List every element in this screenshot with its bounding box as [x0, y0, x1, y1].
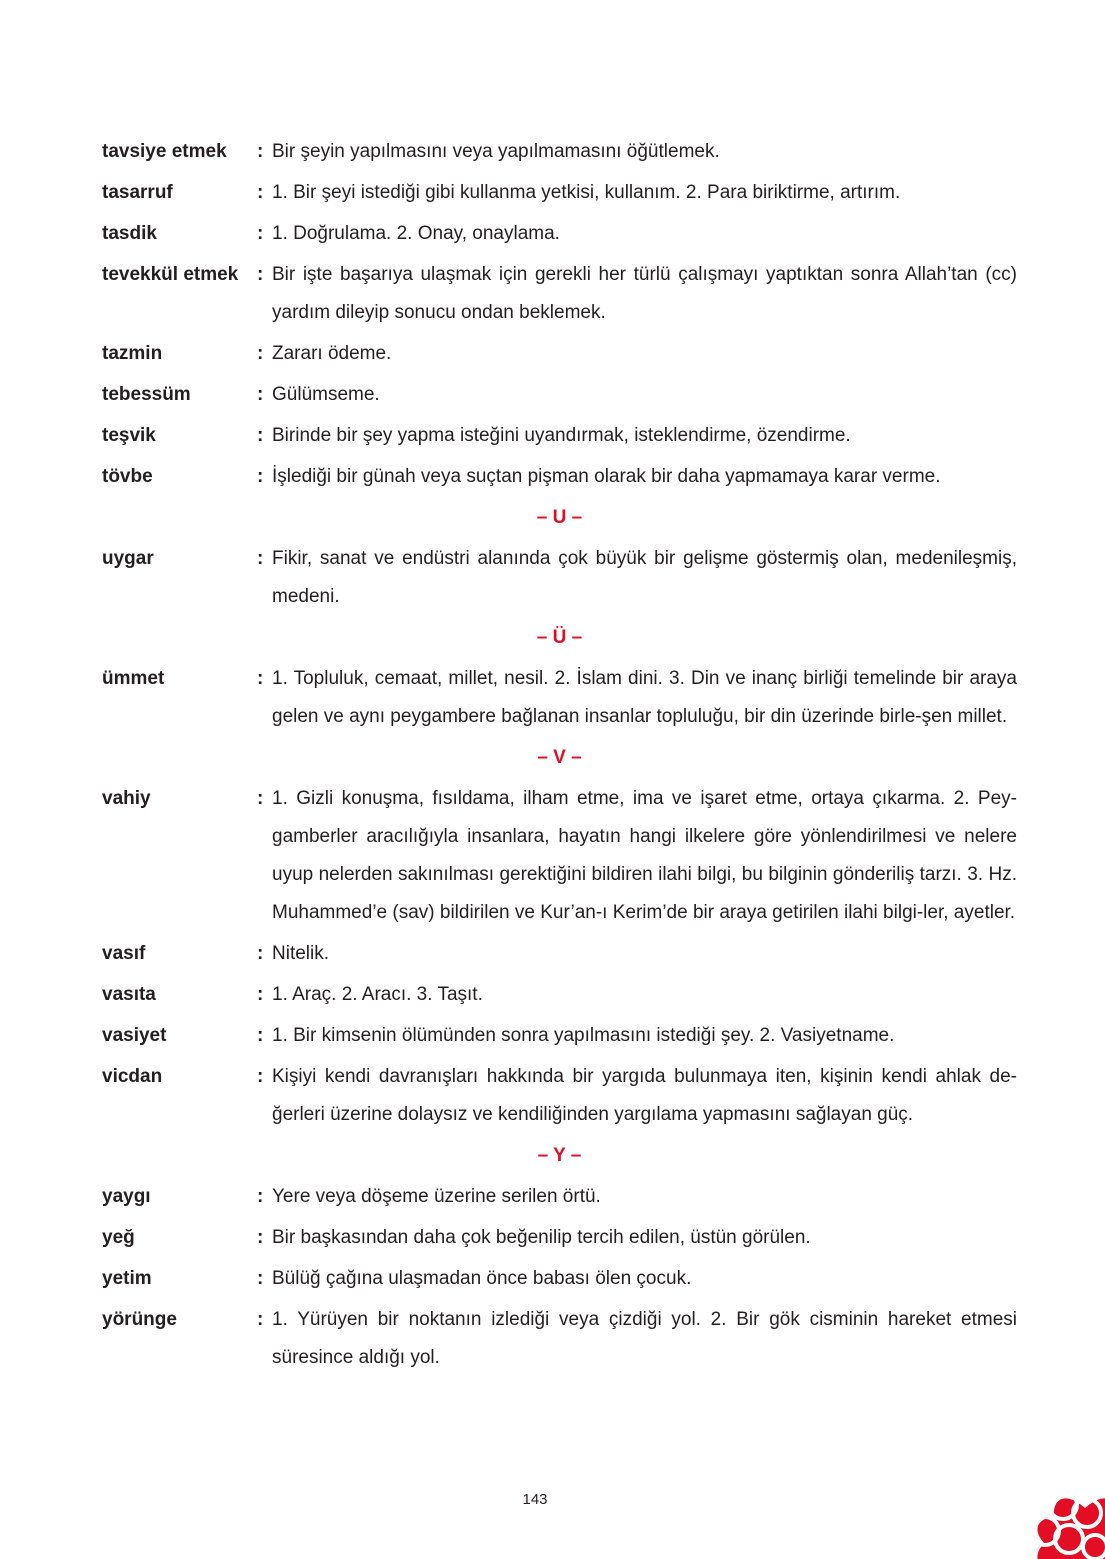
- term-separator: :: [257, 943, 264, 964]
- glossary-entry: [102, 256, 1017, 332]
- glossary-definition: 1. Gizli konuşma, fısıldama, ilham etme, ima ve işaret etme, ortaya çıkarma. 2. Pey-gamberler aracılığıyla insanlara, hayatın hangi ilkelere göre yönlendirilmesi ve nelere uyup nelerden sakınılması gerektiğini bildiren ilahi bilgi, bu bilginin gönderiliş tarzı. 3. Hz. Muhammed’e (sav) bildirilen ve Kur’an-ı Kerim’de bir araya getirilen ilahi bilgi-ler, ayetler.: [272, 788, 1017, 923]
- glossary-entry: [102, 174, 1017, 212]
- glossary-definition: Fikir, sanat ve endüstri alanında çok büyük bir gelişme göstermiş olan, medenileşmiş, medeni.: [272, 548, 1017, 607]
- term-separator: :: [257, 1025, 264, 1046]
- glossary-entry: [102, 133, 1017, 171]
- glossary-definition: Bir işte başarıya ulaşmak için gerekli her türlü çalışmayı yaptıktan sonra Allah’tan (cc) yardım dileyip sonucu ondan beklemek.: [272, 264, 1017, 323]
- glossary-definition: Gülümseme.: [272, 384, 380, 405]
- glossary-term: tasarruf: [102, 182, 173, 203]
- term-separator: :: [257, 425, 264, 446]
- glossary-entry: [102, 660, 1017, 736]
- glossary-term: vasıf: [102, 943, 146, 964]
- glossary-term: ümmet: [102, 668, 165, 689]
- glossary-term: tövbe: [102, 466, 153, 487]
- glossary-entry: [102, 1178, 1017, 1216]
- glossary-entry: [102, 1301, 1017, 1377]
- glossary-term: uygar: [102, 548, 154, 569]
- glossary-term: tevekkül etmek: [102, 264, 239, 285]
- term-separator: :: [257, 1227, 264, 1248]
- term-separator: :: [257, 788, 264, 809]
- glossary-entry: [102, 780, 1017, 932]
- glossary-term: yetim: [102, 1268, 152, 1289]
- term-separator: :: [257, 343, 264, 364]
- glossary-entry: [102, 458, 1017, 496]
- glossary-definition: Bülüğ çağına ulaşmadan önce babası ölen çocuk.: [272, 1268, 692, 1289]
- glossary-term: tebessüm: [102, 384, 191, 405]
- red-flower-ornament-icon: [997, 1443, 1105, 1559]
- glossary-term: vicdan: [102, 1066, 163, 1087]
- glossary-entry: [102, 376, 1017, 414]
- glossary-entry: [102, 335, 1017, 373]
- glossary-definition: Bir başkasından daha çok beğenilip tercih edilen, üstün görülen.: [272, 1227, 811, 1248]
- term-separator: :: [257, 384, 264, 405]
- glossary-term: teşvik: [102, 425, 156, 446]
- glossary-term: yaygı: [102, 1186, 151, 1207]
- term-separator: :: [257, 223, 264, 244]
- section-letter-heading: – Y –: [537, 1145, 582, 1166]
- glossary-term: yeğ: [102, 1227, 135, 1248]
- glossary-definition: 1. Araç. 2. Aracı. 3. Taşıt.: [272, 984, 483, 1005]
- glossary-definition: Kişiyi kendi davranışları hakkında bir yargıda bulunmaya iten, kişinin kendi ahlak de-ğerleri üzerine dolaysız ve kendiliğinden yargılama yapmasını sağlayan güç.: [272, 1066, 1017, 1125]
- glossary-entry: [102, 935, 1017, 973]
- section-letter-heading: – U –: [536, 507, 583, 528]
- term-separator: :: [257, 1066, 264, 1087]
- term-separator: :: [257, 668, 264, 689]
- glossary-term: tasdik: [102, 223, 157, 244]
- term-separator: :: [257, 1309, 264, 1330]
- term-separator: :: [257, 1186, 264, 1207]
- section-letter-heading: – Ü –: [536, 627, 583, 648]
- term-separator: :: [257, 182, 264, 203]
- glossary-entry: [102, 1058, 1017, 1134]
- glossary-definition: Bir şeyin yapılmasını veya yapılmamasını öğütlemek.: [272, 141, 720, 162]
- glossary-definition: Birinde bir şey yapma isteğini uyandırmak, isteklendirme, özendirme.: [272, 425, 851, 446]
- glossary-term: vasiyet: [102, 1025, 167, 1046]
- term-separator: :: [257, 466, 264, 487]
- page-number: 143: [522, 1491, 548, 1508]
- term-separator: :: [257, 264, 264, 285]
- term-separator: :: [257, 548, 264, 569]
- term-separator: :: [257, 141, 264, 162]
- glossary-list: [102, 133, 1017, 1380]
- glossary-entry: [102, 1260, 1017, 1298]
- glossary-term: vahiy: [102, 788, 151, 809]
- glossary-term: vasıta: [102, 984, 156, 1005]
- glossary-definition: Yere veya döşeme üzerine serilen örtü.: [272, 1186, 601, 1207]
- glossary-definition: 1. Topluluk, cemaat, millet, nesil. 2. İslam dini. 3. Din ve inanç birliği temelinde bir araya gelen ve aynı peygambere bağlanan insanlar topluluğu, bir din üzerinde birle-şen millet.: [272, 668, 1017, 727]
- glossary-entry: [102, 1017, 1017, 1055]
- glossary-definition: 1. Doğrulama. 2. Onay, onaylama.: [272, 223, 560, 244]
- section-letter-heading: – V –: [537, 747, 582, 768]
- term-separator: :: [257, 984, 264, 1005]
- glossary-definition: İşlediği bir günah veya suçtan pişman olarak bir daha yapmamaya karar verme.: [272, 466, 941, 487]
- glossary-entry: [102, 215, 1017, 253]
- glossary-entry: [102, 1219, 1017, 1257]
- glossary-definition: Nitelik.: [272, 943, 330, 964]
- glossary-entry: [102, 976, 1017, 1014]
- glossary-definition: 1. Yürüyen bir noktanın izlediği veya çizdiği yol. 2. Bir gök cisminin hareket etmesi süresince aldığı yol.: [272, 1309, 1017, 1368]
- glossary-definition: Zararı ödeme.: [272, 343, 392, 364]
- glossary-entry: [102, 540, 1017, 616]
- term-separator: :: [257, 1268, 264, 1289]
- glossary-term: tazmin: [102, 343, 163, 364]
- glossary-definition: 1. Bir kimsenin ölümünden sonra yapılmasını istediği şey. 2. Vasiyetname.: [272, 1025, 895, 1046]
- glossary-term: tavsiye etmek: [102, 141, 227, 162]
- glossary-definition: 1. Bir şeyi istediği gibi kullanma yetkisi, kullanım. 2. Para biriktirme, artırım.: [272, 182, 901, 203]
- glossary-term: yörünge: [102, 1309, 177, 1330]
- glossary-entry: [102, 417, 1017, 455]
